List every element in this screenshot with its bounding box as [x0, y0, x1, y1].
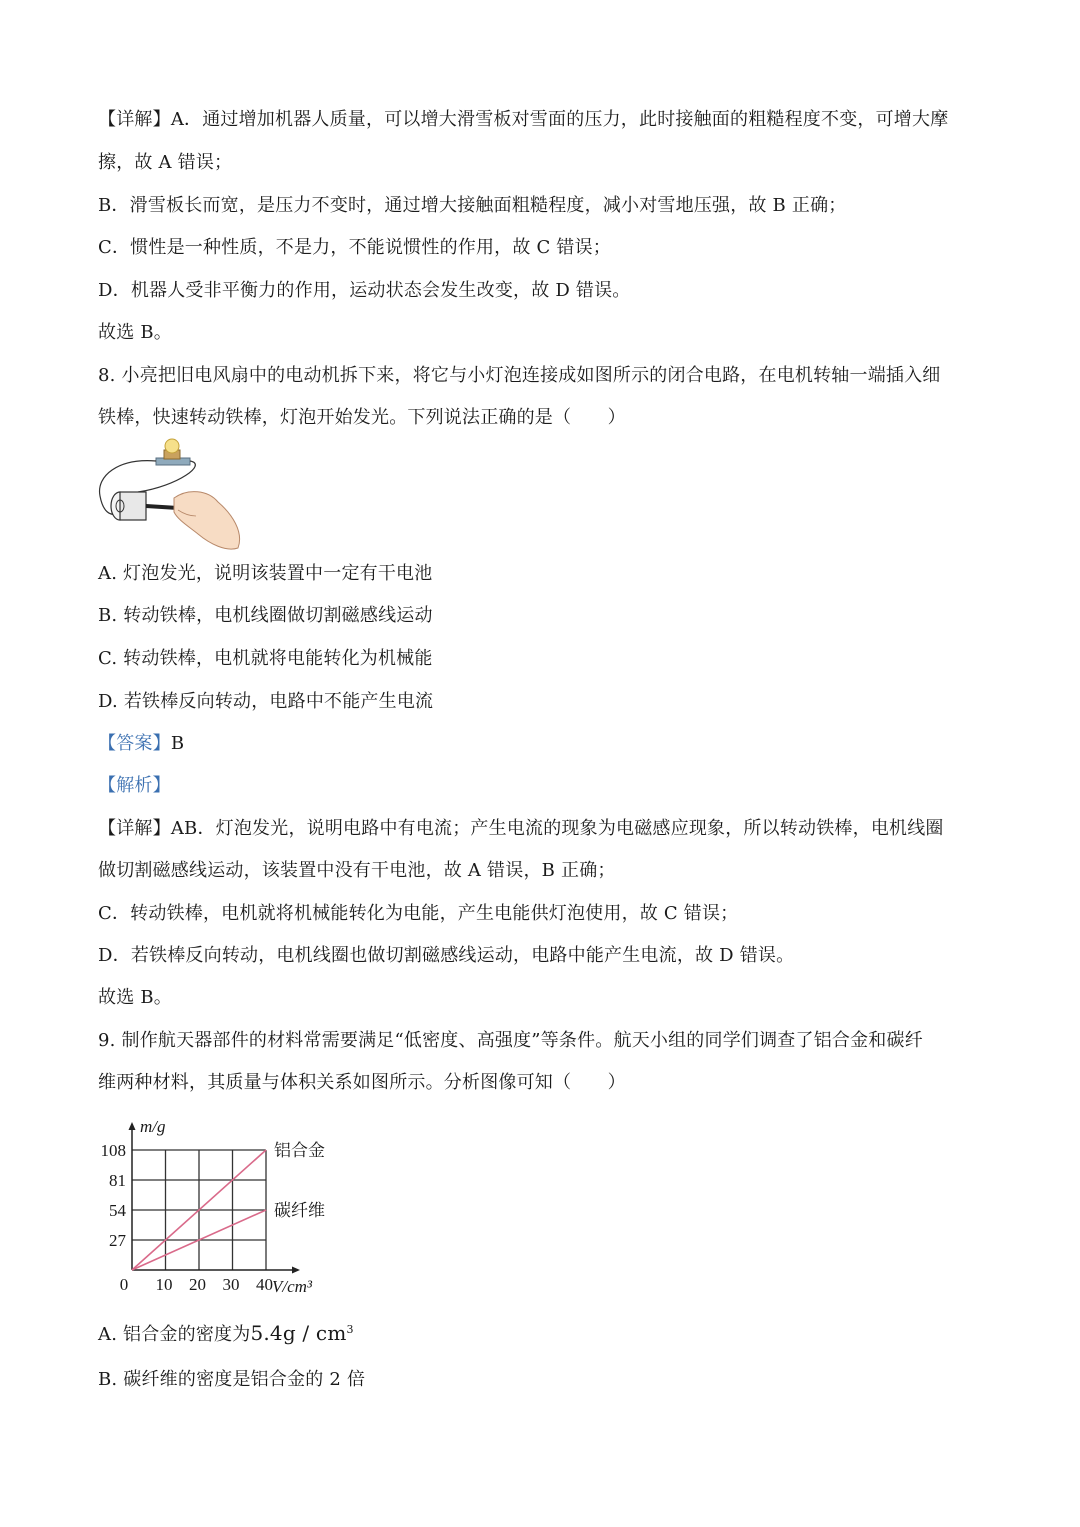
- y-tick-label: 108: [100, 1141, 126, 1160]
- answer-value: B: [170, 733, 185, 754]
- mass-volume-chart: [90, 1110, 350, 1300]
- q8-analysis-tag: 【解析】: [98, 775, 171, 796]
- y-tick-label: 81: [109, 1171, 126, 1190]
- x-tick-label: 10: [155, 1275, 173, 1294]
- x-tick-label: 30: [222, 1275, 240, 1294]
- q8-stem-line-2: 铁棒，快速转动铁棒，灯泡开始发光。下列说法正确的是（ ）: [98, 407, 626, 428]
- q8-detail-line-2: 做切割磁感线运动，该装置中没有干电池，故 A 错误，B 正确；: [98, 860, 616, 881]
- q8-detail-line-1: 【详解】AB．灯泡发光，说明电路中有电流；产生电流的现象为电磁感应现象，所以转动铁棒，电机线圈: [98, 818, 944, 839]
- hand: [174, 492, 240, 549]
- series-label: 碳纤维: [274, 1201, 325, 1220]
- x-axis-label: V/cm³: [272, 1277, 313, 1296]
- motor-lamp-illustration: [98, 436, 248, 554]
- y-axis-arrow: [129, 1122, 136, 1130]
- q9-option-a: A. 铝合金的密度为$5.4g / cm^3$: [98, 1321, 354, 1345]
- q8-conclusion: 故选 B。: [98, 987, 172, 1008]
- x-tick-label: 40: [256, 1275, 273, 1294]
- answer-tag: 【答案】: [98, 733, 171, 754]
- q8-option-d: D. 若铁棒反向转动，电路中不能产生电流: [98, 691, 434, 712]
- q7-detail-line-5: D．机器人受非平衡力的作用，运动状态会发生改变，故 D 错误。: [98, 280, 631, 301]
- q7-conclusion: 故选 B。: [98, 322, 172, 343]
- q8-detail-line-3: C．转动铁棒，电机就将机械能转化为电能，产生电能供灯泡使用，故 C 错误；: [98, 903, 739, 924]
- x-tick-label: 20: [189, 1275, 206, 1294]
- y-axis-label: m/g: [140, 1117, 166, 1136]
- q8-option-b: B. 转动铁棒，电机线圈做切割磁感线运动: [98, 605, 433, 626]
- wire-right: [138, 461, 195, 492]
- origin-label: 0: [119, 1275, 129, 1294]
- detail-tag: 【详解】: [98, 818, 171, 839]
- q8-detail-line-4: D．若铁棒反向转动，电机线圈也做切割磁感线运动，电路中能产生电流，故 D 错误。: [98, 945, 795, 966]
- q8-answer: [98, 732, 184, 756]
- detail-tag: 【详解】: [98, 109, 171, 130]
- lightbulb-icon: [165, 439, 179, 453]
- q7-detail-line-3: B．滑雪板长而宽，是压力不变时，通过增大接触面粗糙程度，减小对雪地压强，故 B 正确；: [98, 195, 847, 216]
- q9-stem-line-1: 9. 制作航天器部件的材料常需要满足“低密度、高强度”等条件。航天小组的同学们调查了铝合金和碳纤: [98, 1030, 923, 1051]
- q7-detail-line-1: 【详解】A．通过增加机器人质量，可以增大滑雪板对雪面的压力，此时接触面的粗糙程度不变，可增大摩: [98, 109, 949, 130]
- y-tick-label: 54: [109, 1201, 126, 1220]
- q8-option-c: C. 转动铁棒，电机就将电能转化为机械能: [98, 648, 433, 669]
- q7-detail-line-4: C．惯性是一种性质，不是力，不能说惯性的作用，故 C 错误；: [98, 237, 611, 258]
- q8-stem-line-1: 8. 小亮把旧电风扇中的电动机拆下来，将它与小灯泡连接成如图所示的闭合电路，在电机转轴一端插入细: [98, 365, 941, 386]
- density-value: 5.4g / cm: [250, 1321, 347, 1345]
- series-label: 铝合金: [274, 1141, 325, 1160]
- q9-option-b: B. 碳纤维的密度是铝合金的 2 倍: [98, 1369, 366, 1390]
- iron-rod: [146, 506, 178, 508]
- x-axis-arrow: [292, 1267, 300, 1274]
- y-tick-label: 27: [109, 1231, 126, 1250]
- q8-option-a: A. 灯泡发光，说明该装置中一定有干电池: [98, 563, 433, 584]
- q9-stem-line-2: 维两种材料，其质量与体积关系如图所示。分析图像可知（ ）: [98, 1072, 626, 1093]
- q7-detail-line-2: 擦，故 A 错误；: [98, 152, 233, 173]
